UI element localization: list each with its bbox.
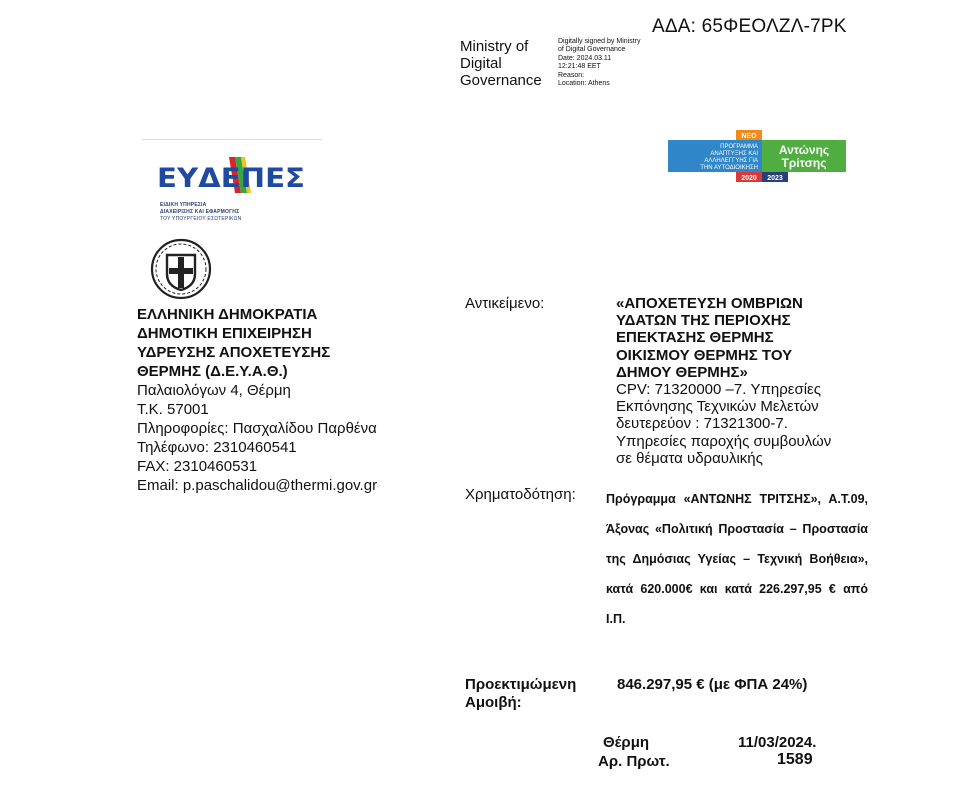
neo-label: ΝΕΟ — [741, 133, 757, 140]
org-contact-person: Πληροφορίες: Πασχαλίδου Παρθένα — [137, 420, 377, 437]
org-name-line: ΕΛΛΗΝΙΚΗ ΔΗΜΟΚΡΑΤΙΑ — [137, 306, 318, 323]
subject-title-line: «ΑΠΟΧΕΤΕΥΣΗ ΟΜΒΡΙΩΝ — [616, 295, 803, 312]
cpv-line: Υπηρεσίες παροχής συμβουλών — [616, 432, 832, 450]
funding-text: Πρόγραμμα «ΑΝΤΩΝΗΣ ΤΡΙΤΣΗΣ», Α.Τ.09, Άξονας «Πολιτική Προστασία – Προστασία της Δημόσιας Υγείας – Τεχνική Βοήθεια», κατά 620.000€ και κατά 226.297,95 € από Ι.Π. — [606, 492, 868, 626]
digital-signature — [558, 38, 668, 88]
subject-text — [616, 295, 866, 467]
cpv-line: Εκπόνησης Τεχνικών Μελετών — [616, 398, 819, 416]
signature-line: of Digital Governance — [558, 46, 626, 54]
subject-title-line: ΟΙΚΙΣΜΟΥ ΘΕΡΜΗΣ ΤΟΥ — [616, 346, 793, 364]
tritsis-name-line: Τρίτσης — [781, 156, 827, 170]
ministry-line: Governance — [460, 72, 542, 89]
org-name-line: ΔΗΜΟΤΙΚΗ ΕΠΙΧΕΙΡΗΣΗ — [137, 325, 312, 342]
program-line: ΑΛΛΗΛΕΓΓΥΗΣ ΓΙΑ — [704, 158, 758, 164]
program-line: ΤΗΝ ΑΥΤΟΔΙΟΙΚΗΣΗ — [700, 165, 758, 171]
tritsis-program-logo — [668, 130, 848, 182]
org-name-line: ΥΔΡΕΥΣΗΣ ΑΠΟΧΕΤΕΥΣΗΣ — [137, 344, 331, 361]
subject-title-line: ΕΠΕΚΤΑΣΗΣ ΘΕΡΜΗΣ — [616, 329, 774, 347]
signature-line: Reason: — [558, 71, 585, 79]
eydepes-wordmark: ΕΥΔΕΠΕΣ — [157, 163, 305, 194]
eydepes-sub-line: ΤΟΥ ΥΠΟΥΡΓΕΙΟΥ ΕΣΩΤΕΡΙΚΩΝ — [160, 216, 242, 222]
org-postcode: Τ.Κ. 57001 — [137, 401, 209, 418]
logo-divider — [142, 139, 322, 140]
signature-line: Date: 2024.03.11 — [558, 54, 612, 62]
greek-emblem-icon — [150, 238, 212, 300]
protocol-number: 1589 — [777, 751, 813, 768]
eydepes-logo — [155, 155, 315, 195]
signature-line: 12:21:48 EET — [558, 63, 601, 71]
funding-label: Χρηματοδότηση: — [465, 486, 576, 503]
cpv-line: CPV: 71320000 –7. Υπηρεσίες — [616, 381, 821, 399]
org-fax: FAX: 2310460531 — [137, 458, 258, 475]
fee-label-line: Προεκτιμώμενη — [465, 676, 577, 693]
subject-title-line: ΔΗΜΟΥ ΘΕΡΜΗΣ» — [616, 363, 748, 381]
ministry-name — [460, 38, 555, 89]
program-line: ΑΝΑΠΤΥΞΗΣ ΚΑΙ — [710, 151, 758, 157]
estimated-fee-label — [465, 676, 595, 712]
protocol-label: Αρ. Πρωτ. — [598, 753, 670, 770]
org-address: Παλαιολόγων 4, Θέρμη — [137, 382, 291, 399]
subject-label: Αντικείμενο: — [465, 295, 545, 312]
org-email: Email: p.paschalidou@thermi.gov.gr — [137, 477, 378, 494]
eydepes-subtitle — [160, 202, 310, 223]
eydepes-sub-line: ΔΙΑΧΕΙΡΙΣΗΣ ΚΑΙ ΕΦΑΡΜΟΓΗΣ — [160, 209, 240, 215]
org-name-line: ΘΕΡΜΗΣ (Δ.Ε.Υ.Α.Θ.) — [137, 363, 288, 380]
year-start: 2020 — [741, 175, 757, 182]
year-end: 2023 — [767, 175, 783, 182]
place: Θέρμη — [603, 734, 650, 751]
signature-line: Location: Athens — [558, 80, 610, 88]
eydepes-sub-line: ΕΙΔΙΚΗ ΥΠΗΡΕΣΙΑ — [160, 202, 207, 208]
cpv-line: δευτερεύον : 71321300-7. — [616, 415, 788, 433]
fee-label-line: Αμοιβή: — [465, 694, 522, 711]
document-date: 11/03/2024. — [738, 734, 817, 751]
signature-line: Digitally signed by Ministry — [558, 38, 641, 45]
tritsis-name-line: Αντώνης — [778, 143, 830, 157]
cpv-line: σε θέματα υδραυλικής — [616, 449, 763, 467]
organization-block — [137, 305, 437, 495]
cross-horizontal — [169, 268, 193, 274]
subject-title-line: ΥΔΑΤΩΝ ΤΗΣ ΠΕΡΙΟΧΗΣ — [616, 312, 791, 330]
ada-code: ΑΔΑ: 65ΦΕΟΛΖΛ-7ΡΚ — [652, 16, 847, 37]
program-line: ΠΡΟΓΡΑΜΜΑ — [720, 144, 758, 150]
org-phone: Τηλέφωνο: 2310460541 — [137, 439, 297, 456]
ministry-line: Digital — [460, 55, 502, 72]
estimated-fee-value: 846.297,95 € (με ΦΠΑ 24%) — [617, 676, 808, 693]
ministry-line: Ministry of — [460, 38, 529, 55]
